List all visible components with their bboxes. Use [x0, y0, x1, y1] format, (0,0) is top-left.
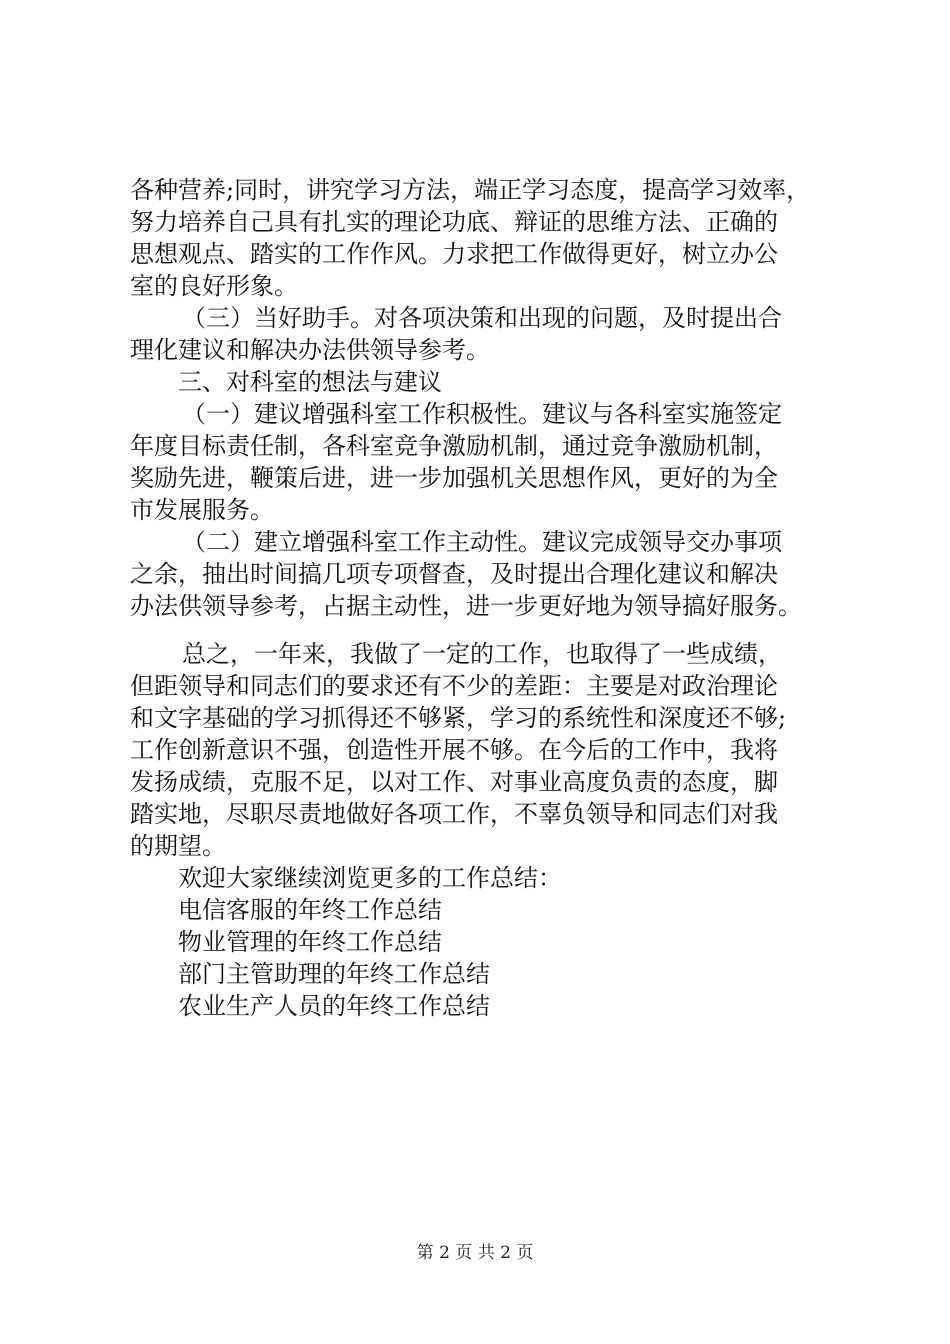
related-link[interactable]: 电信客服的年终工作总结 — [178, 896, 442, 924]
body-line: 总之，一年来，我做了一定的工作，也取得了一些成绩， — [182, 640, 782, 668]
body-line: 的期望。 — [130, 832, 226, 860]
related-link[interactable]: 农业生产人员的年终工作总结 — [178, 992, 490, 1020]
body-line: 工作创新意识不强，创造性开展不够。在今后的工作中，我将 — [130, 736, 778, 764]
body-line: 理化建议和解决办法供领导参考。 — [130, 336, 490, 364]
body-line: （三）当好助手。对各项决策和出现的问题，及时提出合 — [182, 304, 782, 332]
body-line: 办法供领导参考，占据主动性，进一步更好地为领导搞好服务。 — [130, 592, 802, 620]
more-intro: 欢迎大家继续浏览更多的工作总结： — [178, 864, 562, 892]
body-line: 奖励先进，鞭策后进，进一步加强机关思想作风，更好的为全 — [130, 464, 778, 492]
body-line: 市发展服务。 — [130, 496, 274, 524]
section-heading: 三、对科室的想法与建议 — [178, 368, 442, 396]
body-line: 之余，抽出时间搞几项专项督查，及时提出合理化建议和解决 — [130, 560, 778, 588]
body-line: 室的良好形象。 — [130, 272, 298, 300]
body-line: （一）建议增强科室工作积极性。建议与各科室实施签定 — [182, 400, 782, 428]
related-link[interactable]: 部门主管助理的年终工作总结 — [178, 960, 490, 988]
body-line: 年度目标责任制，各科室竞争激励机制，通过竞争激励机制， — [130, 432, 778, 460]
body-line: 和文字基础的学习抓得还不够紧，学习的系统性和深度还不够; — [130, 704, 787, 732]
body-line: （二）建立增强科室工作主动性。建议完成领导交办事项 — [182, 528, 782, 556]
body-line: 踏实地，尽职尽责地做好各项工作，不辜负领导和同志们对我 — [130, 800, 778, 828]
related-link[interactable]: 物业管理的年终工作总结 — [178, 928, 442, 956]
body-line: 思想观点、踏实的工作作风。力求把工作做得更好，树立办公 — [130, 240, 778, 268]
page-footer: 第 2 页 共 2 页 — [416, 1243, 534, 1263]
body-line: 发扬成绩，克服不足，以对工作、对事业高度负责的态度，脚 — [130, 768, 778, 796]
body-line: 努力培养自己具有扎实的理论功底、辩证的思维方法、正确的 — [130, 208, 778, 236]
body-line: 但距领导和同志们的要求还有不少的差距：主要是对政治理论 — [130, 672, 778, 700]
body-line: 各种营养;同时，讲究学习方法，端正学习态度，提高学习效率， — [130, 176, 811, 204]
